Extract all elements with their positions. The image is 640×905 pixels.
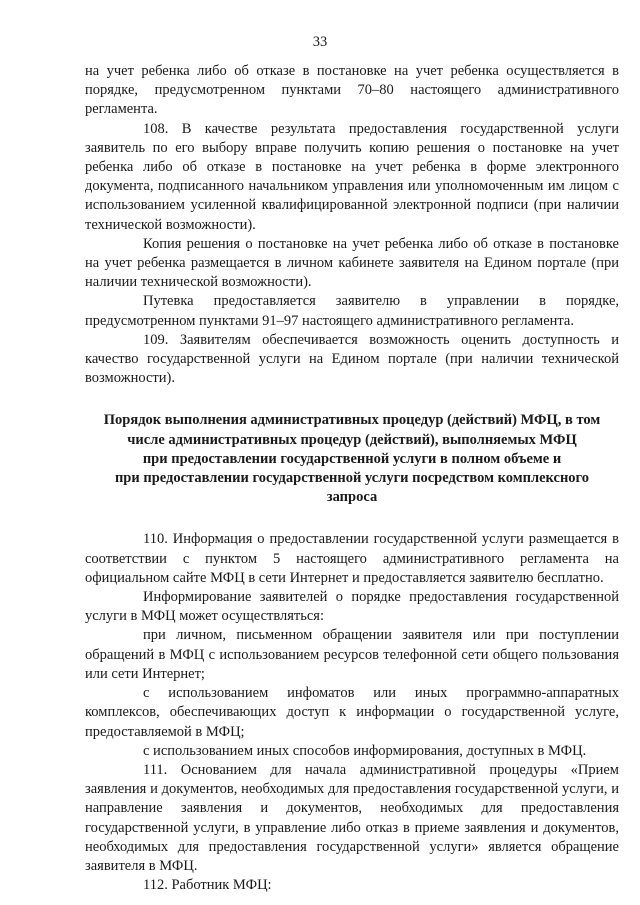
heading-line: при предоставлении государственной услуги посредством комплексного <box>114 470 590 487</box>
page-number: 33 <box>312 34 328 50</box>
heading-line: при предоставлении государственной услуги в полном объеме и <box>142 450 562 467</box>
paragraph-111: 111. Основанием для начала административной процедуры «Прием заявления и документов, необходимых для предоставления государственной услуги, и направление заявления и документов, необходимых для предоставления государственной услуги, в управление либо отказ в приеме заявления и документов, необходимых для предоставления государственной услуги» является обращение заявителя в МФЦ. <box>85 761 619 874</box>
heading-line: Порядок выполнения административных процедур (действий) МФЦ, в том <box>103 412 601 429</box>
paragraph-voucher: Путевка предоставляется заявителю в управлении в порядке, предусмотренном пунктами 91–97 настоящего административного регламента. <box>85 293 619 329</box>
paragraph-110: 110. Информация о предоставлении государственной услуги размещается в соответствии с пунктом 5 настоящего административного регламента на официальном сайте МФЦ в сети Интернет и предоставляется заявителю бесплатно. <box>85 531 619 586</box>
section-heading <box>85 411 619 507</box>
paragraph-112: 112. Работник МФЦ: <box>143 877 272 894</box>
heading-line: запроса <box>326 489 378 506</box>
paragraph-infomats: с использованием инфоматов или иных программно-аппаратных комплексов, обеспечивающих доступ к информации о государственной услуге, предоставляемой в МФЦ; <box>85 685 619 740</box>
heading-line: числе административных процедур (действий), выполняемых МФЦ <box>127 431 577 448</box>
paragraph-informing: Информирование заявителей о порядке предоставления государственной услуги в МФЦ может осуществляться: <box>85 589 619 625</box>
document-body <box>85 62 619 895</box>
paragraph-continuation: на учет ребенка либо об отказе в постановке на учет ребенка осуществляется в порядке, предусмотренном пунктами 70–80 настоящего административного регламента. <box>85 63 619 118</box>
paragraph-personal-appeal: при личном, письменном обращении заявителя или при поступлении обращений в МФЦ с использованием ресурсов телефонной сети общего пользования или сети Интернет; <box>85 627 619 682</box>
paragraph-other-methods: с использованием иных способов информирования, доступных в МФЦ. <box>143 742 587 759</box>
paragraph-108: 108. В качестве результата предоставления государственной услуги заявитель по его выбору вправе получить копию решения о постановке на учет ребенка либо об отказе в постановке на учет ребенка в форме электронного документа, подписанного начальником управления или уполномоченным им лицом с использованием усиленной квалифицированной электронной подписи (при наличии технической возможности). <box>85 120 619 233</box>
paragraph-copy-decision: Копия решения о постановке на учет ребенка либо об отказе в постановке на учет ребенка размещается в личном кабинете заявителя на Едином портале (при наличии технической возможности). <box>85 235 619 291</box>
paragraph-109: 109. Заявителям обеспечивается возможность оценить доступность и качество государственной услуги на Едином портале (при наличии технической возможности). <box>85 331 619 387</box>
